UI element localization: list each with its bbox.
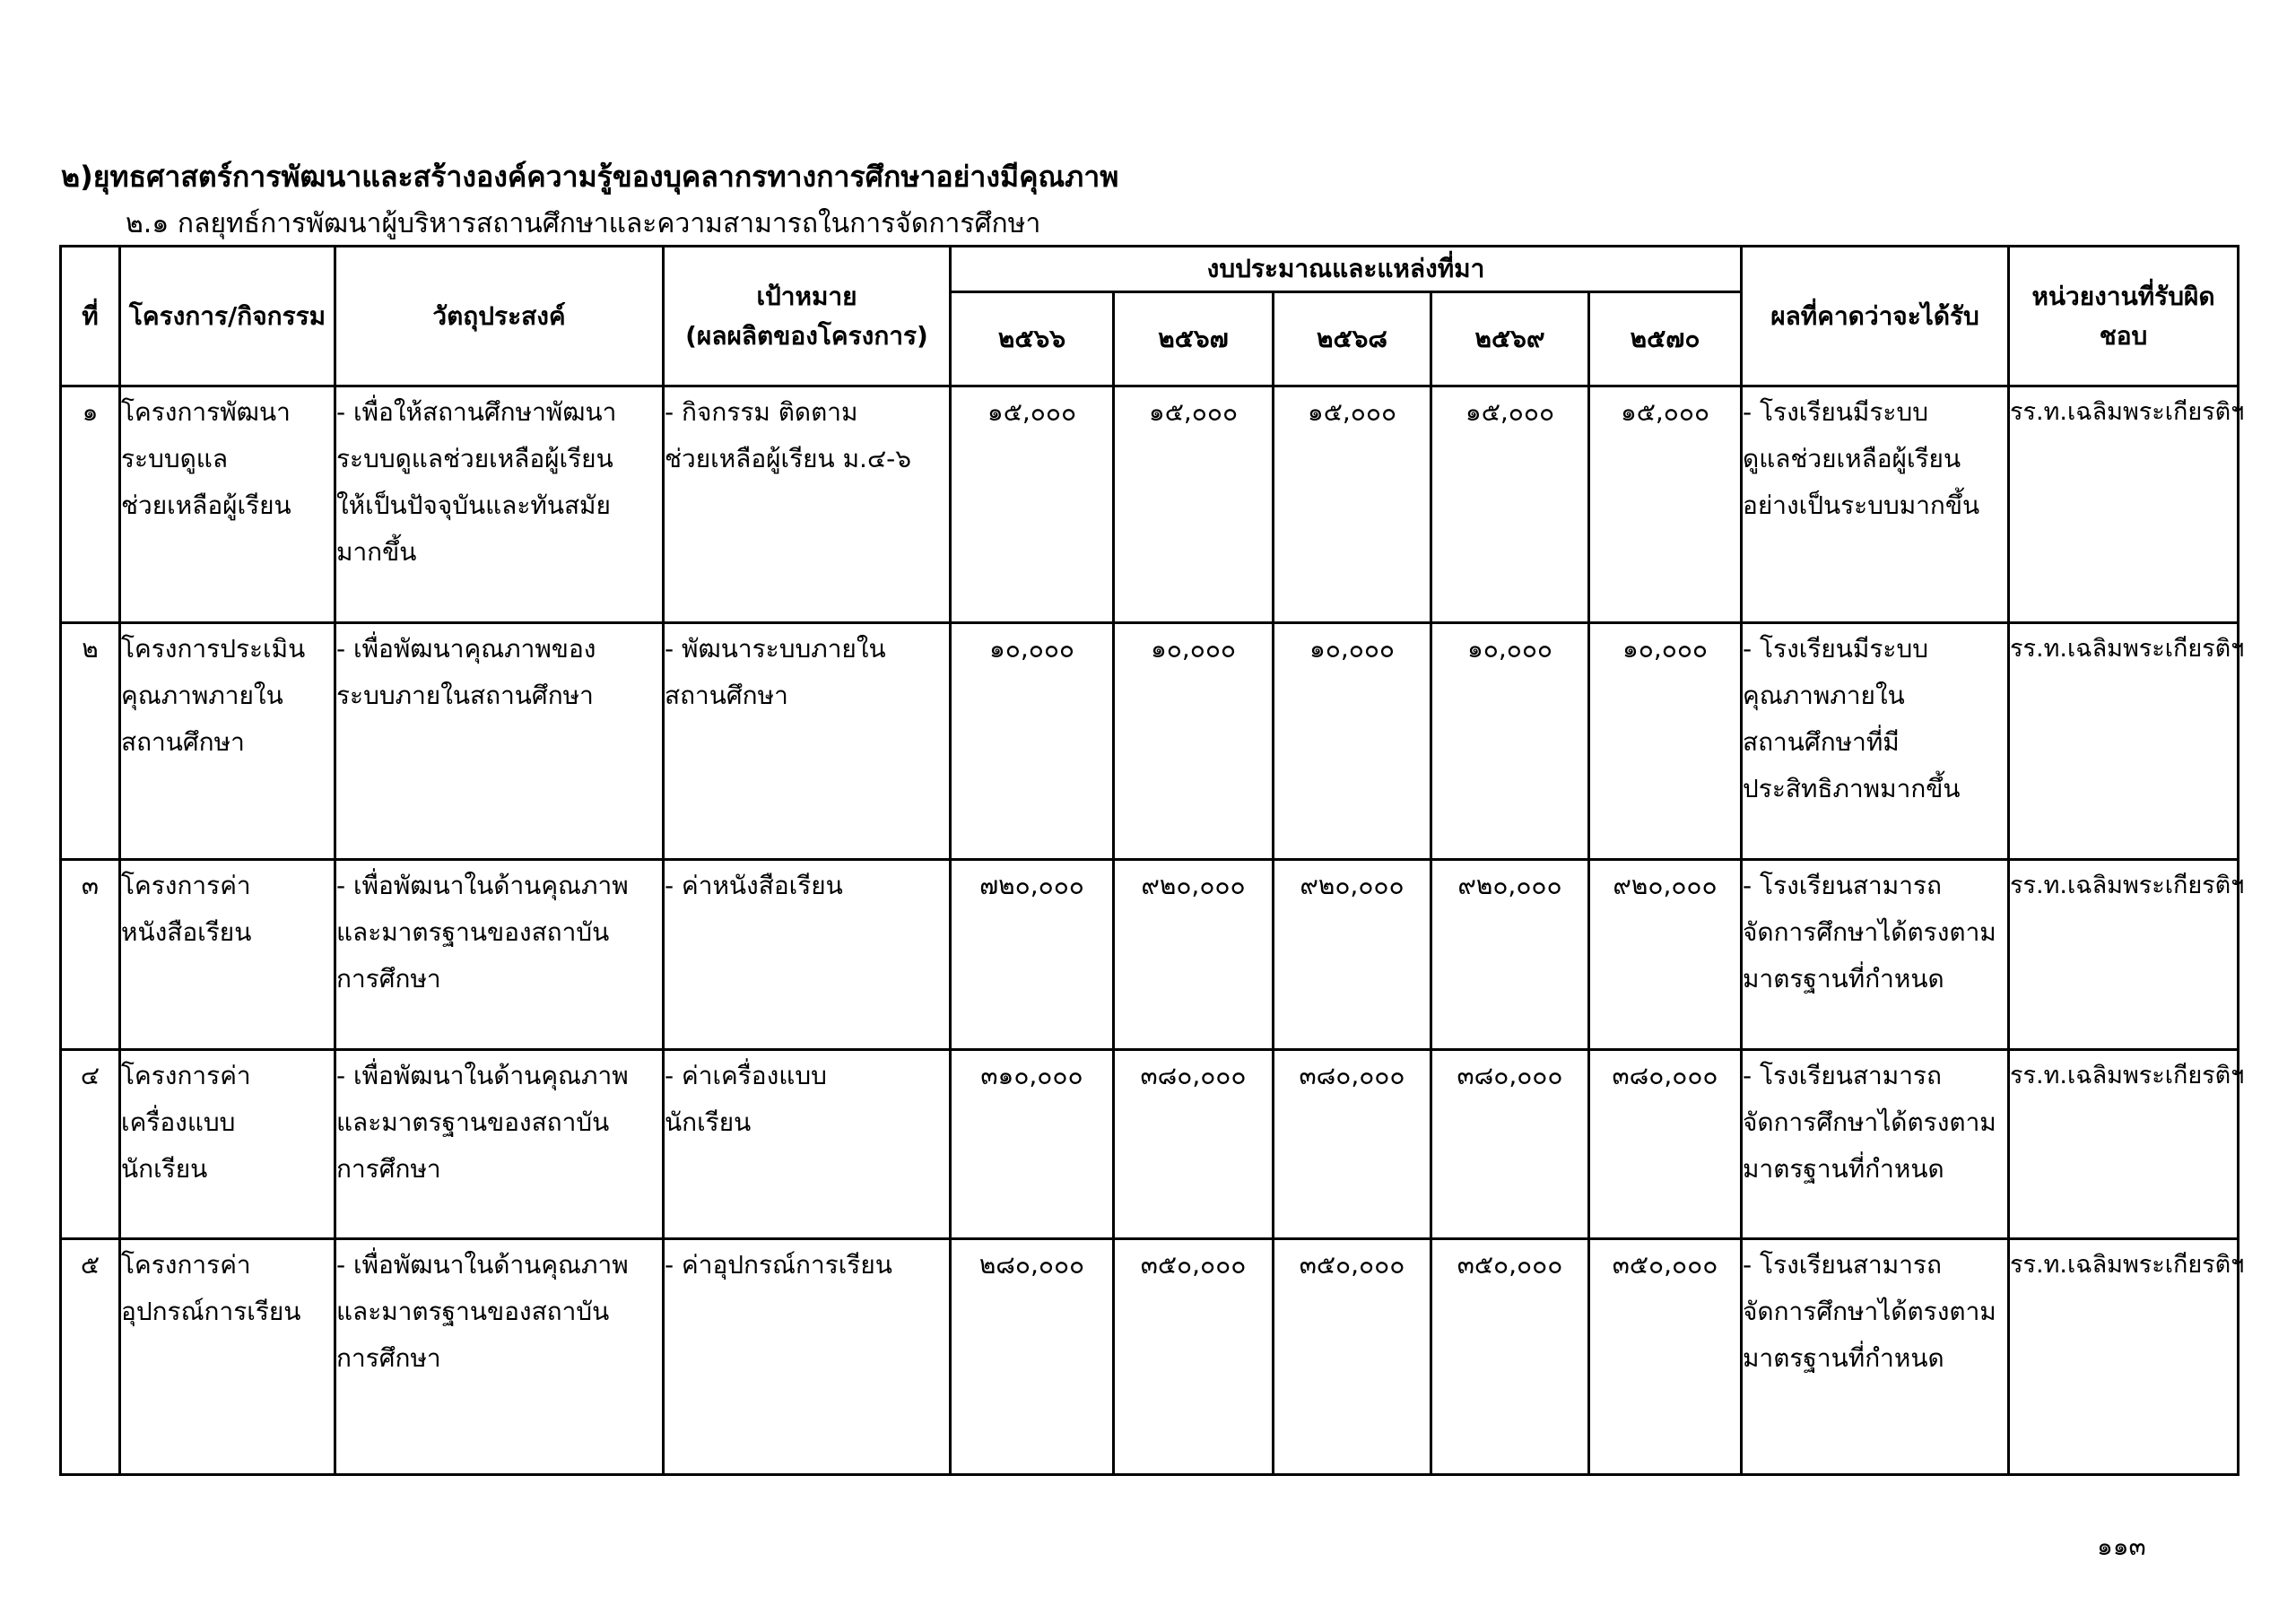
- budget-2569: ๓๘๐,๐๐๐: [1431, 1050, 1589, 1239]
- header-year-2566: ๒๕๖๖: [951, 292, 1114, 386]
- budget-2567: ๑๐,๐๐๐: [1114, 623, 1274, 860]
- budget-2569: ๑๐,๐๐๐: [1431, 623, 1589, 860]
- project-name: โครงการพัฒนา ระบบดูแล ช่วยเหลือผู้เรียน: [120, 386, 335, 623]
- project-objective: - เพื่อพัฒนาในด้านคุณภาพ และมาตรฐานของสถาบัน การศึกษา: [335, 1050, 664, 1239]
- budget-2568: ๓๘๐,๐๐๐: [1274, 1050, 1431, 1239]
- row-number: ๑: [61, 386, 120, 623]
- project-plan-table: [59, 245, 2245, 1476]
- budget-2566: ๑๐,๐๐๐: [951, 623, 1114, 860]
- budget-2566: ๗๒๐,๐๐๐: [951, 860, 1114, 1050]
- table-row: [61, 386, 2239, 623]
- project-target: - ค่าเครื่องแบบ นักเรียน: [664, 1050, 951, 1239]
- header-objective: วัตถุประสงค์: [335, 247, 664, 386]
- budget-2569: ๑๕,๐๐๐: [1431, 386, 1589, 623]
- page-number: ๑๑๓: [2097, 1532, 2146, 1561]
- row-number: ๓: [61, 860, 120, 1050]
- budget-2567: ๙๒๐,๐๐๐: [1114, 860, 1274, 1050]
- budget-2568: ๓๕๐,๐๐๐: [1274, 1239, 1431, 1475]
- project-target: - ค่าอุปกรณ์การเรียน: [664, 1239, 951, 1475]
- budget-2568: ๑๕,๐๐๐: [1274, 386, 1431, 623]
- project-name: โครงการประเมิน คุณภาพภายใน สถานศึกษา: [120, 623, 335, 860]
- budget-2570: ๑๕,๐๐๐: [1589, 386, 1742, 623]
- row-number: ๔: [61, 1050, 120, 1239]
- budget-2566: ๑๕,๐๐๐: [951, 386, 1114, 623]
- expected-outcome: - โรงเรียนสามารถ จัดการศึกษาได้ตรงตาม มาตรฐานที่กำหนด: [1742, 860, 2009, 1050]
- budget-2569: ๓๕๐,๐๐๐: [1431, 1239, 1589, 1475]
- strategy-subheading: ๒.๑ กลยุทธ์การพัฒนาผู้บริหารสถานศึกษาและความสามารถในการจัดการศึกษา: [126, 208, 1041, 239]
- responsible-unit: รร.ท.เฉลิมพระเกียรติฯ: [2009, 623, 2239, 860]
- expected-outcome: - โรงเรียนสามารถ จัดการศึกษาได้ตรงตาม มาตรฐานที่กำหนด: [1742, 1239, 2009, 1475]
- budget-2569: ๙๒๐,๐๐๐: [1431, 860, 1589, 1050]
- project-objective: - เพื่อพัฒนาคุณภาพของ ระบบภายในสถานศึกษา: [335, 623, 664, 860]
- expected-outcome: - โรงเรียนมีระบบ คุณภาพภายใน สถานศึกษาที่มี ประสิทธิภาพมากขึ้น: [1742, 623, 2009, 860]
- budget-2566: ๓๑๐,๐๐๐: [951, 1050, 1114, 1239]
- budget-2567: ๓๘๐,๐๐๐: [1114, 1050, 1274, 1239]
- table-row: [61, 1050, 2239, 1239]
- budget-2570: ๓๘๐,๐๐๐: [1589, 1050, 1742, 1239]
- project-objective: - เพื่อพัฒนาในด้านคุณภาพ และมาตรฐานของสถาบัน การศึกษา: [335, 860, 664, 1050]
- expected-outcome: - โรงเรียนมีระบบ ดูแลช่วยเหลือผู้เรียน อย่างเป็นระบบมากขึ้น: [1742, 386, 2009, 623]
- project-objective: - เพื่อพัฒนาในด้านคุณภาพ และมาตรฐานของสถาบัน การศึกษา: [335, 1239, 664, 1475]
- project-name: โครงการค่า เครื่องแบบ นักเรียน: [120, 1050, 335, 1239]
- header-no: ที่: [61, 247, 120, 386]
- responsible-unit: รร.ท.เฉลิมพระเกียรติฯ: [2009, 1239, 2239, 1475]
- budget-2568: ๙๒๐,๐๐๐: [1274, 860, 1431, 1050]
- responsible-unit: รร.ท.เฉลิมพระเกียรติฯ: [2009, 386, 2239, 623]
- project-name: โครงการค่า หนังสือเรียน: [120, 860, 335, 1050]
- expected-outcome: - โรงเรียนสามารถ จัดการศึกษาได้ตรงตาม มาตรฐานที่กำหนด: [1742, 1050, 2009, 1239]
- responsible-unit: รร.ท.เฉลิมพระเกียรติฯ: [2009, 860, 2239, 1050]
- project-target: - ค่าหนังสือเรียน: [664, 860, 951, 1050]
- project-target: - กิจกรรม ติดตาม ช่วยเหลือผู้เรียน ม.๔-๖: [664, 386, 951, 623]
- budget-2566: ๒๘๐,๐๐๐: [951, 1239, 1114, 1475]
- budget-2567: ๑๕,๐๐๐: [1114, 386, 1274, 623]
- header-unit: หน่วยงานที่รับผิดชอบ: [2009, 247, 2239, 386]
- header-outcome: ผลที่คาดว่าจะได้รับ: [1742, 247, 2009, 386]
- header-year-2570: ๒๕๗๐: [1589, 292, 1742, 386]
- header-year-2569: ๒๕๖๙: [1431, 292, 1589, 386]
- budget-2568: ๑๐,๐๐๐: [1274, 623, 1431, 860]
- project-target: - พัฒนาระบบภายใน สถานศึกษา: [664, 623, 951, 860]
- header-project: โครงการ/กิจกรรม: [120, 247, 335, 386]
- row-number: ๒: [61, 623, 120, 860]
- budget-2570: ๓๕๐,๐๐๐: [1589, 1239, 1742, 1475]
- budget-2570: ๑๐,๐๐๐: [1589, 623, 1742, 860]
- row-number: ๕: [61, 1239, 120, 1475]
- strategy-heading: ๒)ยุทธศาสตร์การพัฒนาและสร้างองค์ความรู้ของบุคลากรทางการศึกษาอย่างมีคุณภาพ: [61, 160, 1119, 194]
- responsible-unit: รร.ท.เฉลิมพระเกียรติฯ: [2009, 1050, 2239, 1239]
- project-name: โครงการค่า อุปกรณ์การเรียน: [120, 1239, 335, 1475]
- header-target: เป้าหมาย (ผลผลิตของโครงการ): [664, 247, 951, 386]
- table-row: [61, 1239, 2239, 1475]
- project-objective: - เพื่อให้สถานศึกษาพัฒนา ระบบดูแลช่วยเหลือผู้เรียน ให้เป็นปัจจุบันและทันสมัย มากขึ้น: [335, 386, 664, 623]
- table-row: [61, 623, 2239, 860]
- budget-2567: ๓๕๐,๐๐๐: [1114, 1239, 1274, 1475]
- table-row: [61, 860, 2239, 1050]
- header-year-2567: ๒๕๖๗: [1114, 292, 1274, 386]
- header-year-2568: ๒๕๖๘: [1274, 292, 1431, 386]
- budget-2570: ๙๒๐,๐๐๐: [1589, 860, 1742, 1050]
- header-budget: งบประมาณและแหล่งที่มา: [951, 247, 1742, 292]
